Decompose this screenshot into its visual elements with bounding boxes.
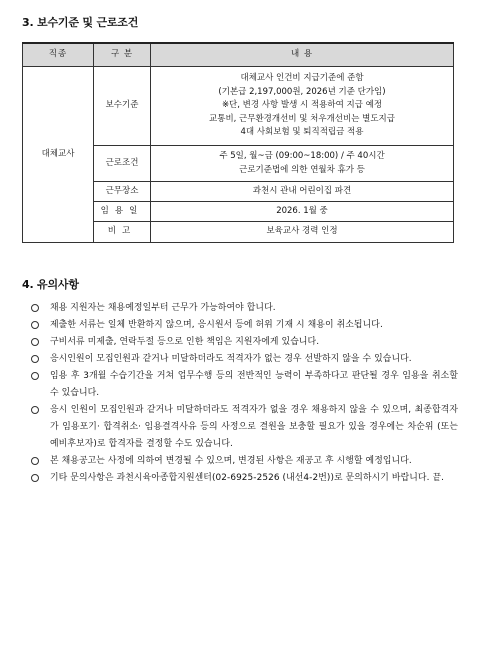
row-content (151, 67, 454, 146)
job-cell: 대체교사 (23, 67, 94, 243)
circle-bullet-icon (31, 372, 39, 380)
row-label: 보수기준 (94, 67, 151, 146)
circle-bullet-icon (31, 406, 39, 414)
row-content: 과천시 관내 어린이집 파견 (151, 182, 454, 202)
content-line: 근로기준법에 의한 연월차 휴가 등 (239, 164, 365, 175)
note-text: 응시인원이 모집인원과 같거나 미달하더라도 적격자가 없는 경우 선발하지 않을 수 있습니다. (50, 354, 412, 364)
content-line: 4대 사회보험 및 퇴직적립금 적용 (240, 127, 364, 138)
list-item (22, 300, 458, 317)
row-label: 근로조건 (94, 146, 151, 182)
list-item (22, 453, 458, 470)
header-job: 직종 (23, 43, 94, 67)
note-text: 구비서류 미제출, 연락두절 등으로 인한 책임은 지원자에게 있습니다. (50, 337, 320, 347)
list-item (22, 334, 458, 351)
header-category: 구 분 (94, 43, 151, 67)
circle-bullet-icon (31, 321, 39, 329)
note-text: 본 채용공고는 사정에 의하여 변경될 수 있으며, 변경된 사항은 재공고 후 시행할 예정입니다. (50, 456, 412, 466)
list-item (22, 402, 458, 453)
circle-bullet-icon (31, 355, 39, 363)
note-text: 기타 문의사항은 과천시육아종합지원센터(02-6925-2526 (내선4-2번))로 문의하시기 바랍니다. 끝. (50, 473, 445, 483)
circle-bullet-icon (31, 457, 39, 465)
circle-bullet-icon (31, 474, 39, 482)
content-line: ※단, 변경 사항 발생 시 적용하여 지급 예정 (221, 100, 383, 111)
content-line: 교통비, 근무환경개선비 및 처우개선비는 별도지급 (209, 113, 395, 124)
row-content: 2026. 1월 중 (151, 202, 454, 222)
list-item (22, 351, 458, 368)
section-4-title: 4. 유의사항 (22, 278, 79, 291)
row-label: 비고 (94, 222, 151, 243)
row-content (151, 146, 454, 182)
header-content: 내 용 (151, 43, 454, 67)
content-line: (기본급 2,197,000원, 2026년 기준 단가임) (218, 86, 386, 97)
circle-bullet-icon (31, 338, 39, 346)
content-line: 주 5일, 월~금 (09:00~18:00) / 주 40시간 (219, 151, 385, 161)
table-row (23, 67, 454, 146)
note-text: 채용 지원자는 채용예정일부터 근무가 가능하여야 합니다. (50, 303, 276, 313)
circle-bullet-icon (31, 304, 39, 312)
note-text: 응시 인원이 모집인원과 같거나 미달하더라도 적격자가 없을 경우 채용하지 않을 수 있으며, 최종합격자가 임용포기· 합격취소· 임용결격사유 등의 사정으로 결원을 보충할 필요가 있을 경우에는 차순위 (또는 예비후보자)로 합격자를 결정할 수도 있습니다. (50, 405, 458, 449)
row-content: 보육교사 경력 인정 (151, 222, 454, 243)
note-text: 제출한 서류는 일체 반환하지 않으며, 응시원서 등에 허위 기재 시 채용이 취소됩니다. (50, 320, 383, 330)
table-header-row (23, 43, 454, 67)
notes-list (22, 300, 458, 487)
list-item (22, 368, 458, 402)
conditions-table (22, 42, 454, 243)
list-item (22, 470, 458, 487)
section-3-title: 3. 보수기준 및 근로조건 (22, 16, 139, 29)
note-text: 임용 후 3개월 수습기간을 거쳐 업무수행 등의 전반적인 능력이 부족하다고 판단될 경우 임용을 취소할 수 있습니다. (50, 371, 458, 398)
row-label: 임용일 (94, 202, 151, 222)
list-item (22, 317, 458, 334)
row-label: 근무장소 (94, 182, 151, 202)
content-line: 대체교사 인건비 지급기준에 준함 (240, 73, 364, 84)
